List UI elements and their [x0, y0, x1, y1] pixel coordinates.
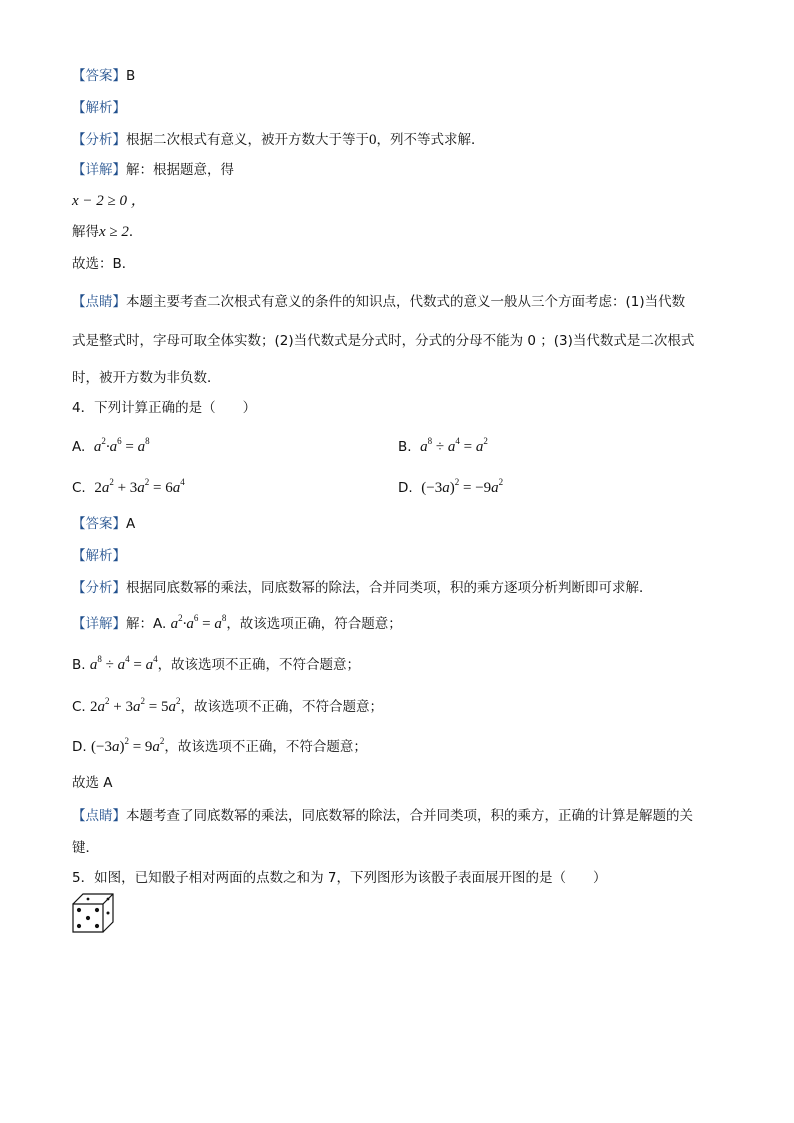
q4-option-d [398, 478, 503, 498]
jiexi-tag: 【解析】 [72, 548, 126, 564]
detail-b-tail: ，故该选项不正确，不符合题意； [157, 657, 361, 673]
jiexi-tag: 【解析】 [72, 100, 126, 116]
detail-b-expr: $a^8 \div a^4 = a^4$ [89, 654, 158, 673]
answer-tag: 【答案】 [72, 68, 126, 84]
xiangjie-text: 解：根据题意，得 [126, 162, 234, 178]
q3-dianjing-l1 [72, 292, 685, 312]
option-a-label: A. [72, 439, 86, 455]
q4-jiexi-line [72, 546, 126, 566]
detail-d-expr: $(-3a)^2 = 9a^2$ [90, 736, 165, 755]
xiangjie-tag: 【详解】 [72, 162, 126, 178]
q3-jiexi-line [72, 98, 126, 118]
q4-detail-d [72, 737, 367, 757]
option-d-label: D. [398, 480, 413, 496]
q3-inequality: x − 2 ≥ 0 ， [72, 193, 146, 209]
fenxi-text: 根据同底数幂的乘法，同底数幂的除法，合并同类项，积的乘方逐项分析判断即可求解． [126, 580, 653, 596]
solve-math: x ≥ 2 [99, 224, 129, 240]
q4-option-b [398, 437, 488, 457]
solve-tail: ． [128, 224, 143, 240]
dianjing-text-1: 本题考查了同底数幂的乘法，同底数幂的除法，合并同类项，积的乘方，正确的计算是解题的关 [126, 808, 693, 824]
xiangjie-tag: 【详解】 [72, 616, 126, 632]
option-b-label: B. [398, 439, 412, 455]
q3-choose: 故选：B． [72, 256, 136, 272]
detail-a-expr: $a^2\cdot a^6 = a^8$ [170, 613, 227, 632]
q4-detail-b [72, 655, 360, 675]
detail-d-label: D. [72, 739, 87, 755]
answer-value: B [126, 68, 136, 84]
fenxi-zero: 0 [369, 132, 377, 148]
detail-b-label: B. [72, 657, 86, 673]
fenxi-text: 根据二次根式有意义，被开方数大于等于 [126, 132, 369, 148]
dianjing-text-1: 本题主要考查二次根式有意义的条件的知识点，代数式的意义一般从三个方面考虑：(1)当代数 [126, 294, 686, 310]
option-d-expr: $(-3a)^2 = -9a^2$ [421, 477, 504, 496]
option-b-expr: $a^8 \div a^4 = a^2$ [420, 436, 488, 455]
detail-d-tail: ，故该选项不正确，不符合题意； [164, 739, 367, 755]
answer-value: A [126, 516, 136, 532]
q3-solve-line [72, 222, 142, 242]
detail-c-expr: $2a^2 + 3a^2 = 5a^2$ [90, 696, 181, 715]
q3-fenxi-line [72, 130, 485, 150]
detail-c-tail: ，故该选项不正确，不符合题意； [180, 699, 383, 715]
q5-stem: 5．如图，已知骰子相对两面的点数之和为 7，下列图形为该骰子表面展开图的是（ ） [72, 870, 607, 886]
dianjing-tag: 【点睛】 [72, 808, 126, 824]
q4-stem: 4．下列计算正确的是（ ） [72, 400, 257, 416]
dice-figure [72, 893, 114, 933]
q4-answer-line [72, 514, 135, 534]
q3-dianjing-l2: 式是整式时，字母可取全体实数；(2)当代数式是分式时，分式的分母不能为 0 ；(3)当代数式是二次根式 [72, 333, 695, 349]
q3-xiangjie-line [72, 160, 234, 180]
dianjing-tag: 【点睛】 [72, 294, 126, 310]
answer-tag: 【答案】 [72, 516, 126, 532]
q3-dianjing-l3: 时，被开方数为非负数． [72, 370, 221, 386]
fenxi-tail: ，列不等式求解． [376, 132, 485, 148]
fenxi-tag: 【分析】 [72, 132, 126, 148]
option-c-label: C. [72, 480, 86, 496]
q4-dianjing-l2: 键． [72, 840, 99, 856]
solve-prefix: 解得 [72, 224, 99, 240]
detail-c-label: C. [72, 699, 86, 715]
option-c-expr: $2a^2 + 3a^2 = 6a^4$ [94, 477, 185, 496]
q4-detail-a [72, 614, 402, 634]
fenxi-tag: 【分析】 [72, 580, 126, 596]
option-a-expr: $a^2\cdot a^6 = a^8$ [93, 436, 150, 455]
detail-a-tail: ，故该选项正确，符合题意； [226, 616, 402, 632]
q4-option-c [72, 478, 185, 498]
q3-answer-line [72, 66, 135, 86]
q4-detail-c [72, 697, 383, 717]
q4-choose: 故选 A [72, 775, 113, 791]
q4-dianjing-l1 [72, 806, 693, 826]
xiangjie-prefix: 解：A. [126, 616, 167, 632]
q4-fenxi-line [72, 578, 653, 598]
q4-option-a [72, 437, 150, 457]
